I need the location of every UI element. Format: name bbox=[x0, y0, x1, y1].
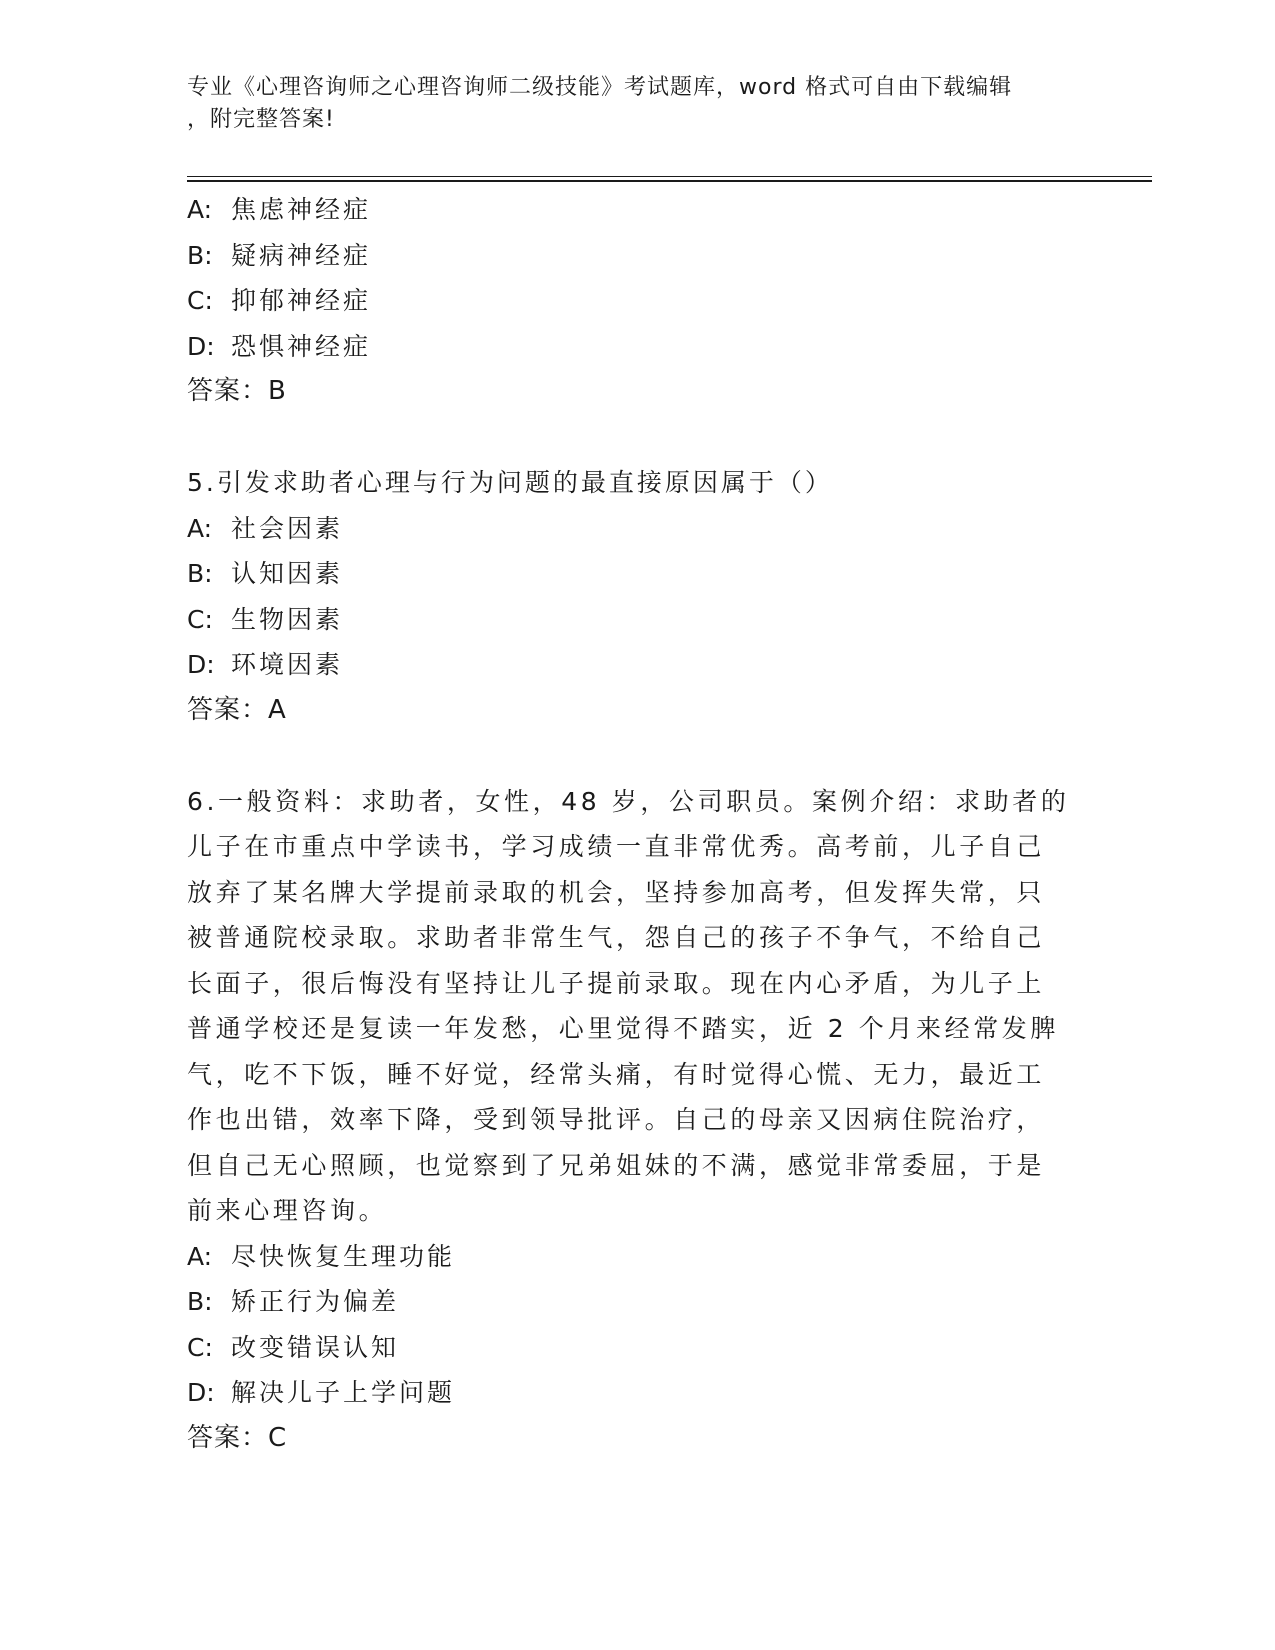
option-c bbox=[187, 597, 1067, 643]
option-b bbox=[187, 551, 1067, 597]
option-text: 认知因素 bbox=[231, 559, 344, 588]
option-key: C: bbox=[187, 1332, 213, 1362]
option-key: D: bbox=[187, 650, 215, 679]
answer-line: 答案：B bbox=[187, 376, 287, 406]
option-key: A: bbox=[187, 1241, 213, 1271]
option-key: D: bbox=[187, 1378, 215, 1407]
option-key: B: bbox=[187, 559, 213, 588]
spacer bbox=[187, 733, 1067, 779]
spacer bbox=[187, 415, 1067, 461]
option-c bbox=[187, 278, 1067, 324]
question-stem: 5.引发求助者心理与行为问题的最直接原因属于（） bbox=[187, 468, 833, 497]
question-list bbox=[187, 187, 1070, 1461]
answer-line: 答案：C bbox=[187, 1422, 288, 1453]
document-header bbox=[187, 72, 1067, 136]
stem-line: 放弃了某名牌大学提前录取的机会，坚持参加高考，但发挥失常，只 bbox=[187, 877, 1046, 907]
option-text: 焦虑神经症 bbox=[231, 195, 372, 224]
option-text: 环境因素 bbox=[231, 650, 344, 679]
option-key: B: bbox=[187, 1287, 213, 1316]
stem-line: 气，吃不下饭，睡不好觉，经常头痛，有时觉得心慌、无力，最近工 bbox=[187, 1059, 1046, 1089]
option-b bbox=[187, 233, 1067, 279]
header-line-2: ，附完整答案! bbox=[187, 107, 335, 132]
stem-line: 长面子，很后悔没有坚持让儿子提前录取。现在内心矛盾，为儿子上 bbox=[187, 968, 1046, 998]
stem-line: 儿子在市重点中学读书，学习成绩一直非常优秀。高考前，儿子自己 bbox=[187, 832, 1046, 861]
option-text: 解决儿子上学问题 bbox=[231, 1378, 456, 1407]
option-d bbox=[187, 642, 1067, 688]
option-a bbox=[187, 506, 1067, 552]
option-b bbox=[187, 1279, 1067, 1325]
answer-line: 答案：A bbox=[187, 694, 287, 725]
question-4 bbox=[187, 187, 1067, 415]
stem-line: 但自己无心照顾，也觉察到了兄弟姐妹的不满，感觉非常委屈，于是 bbox=[187, 1150, 1046, 1180]
question-5 bbox=[187, 460, 1067, 733]
header-line-1: 专业《心理咨询师之心理咨询师二级技能》考试题库，word 格式可自由下载编辑 bbox=[187, 75, 1013, 100]
option-text: 抑郁神经症 bbox=[231, 286, 372, 315]
option-text: 疑病神经症 bbox=[231, 240, 372, 270]
option-key: C: bbox=[187, 604, 213, 634]
stem-line: 前来心理咨询。 bbox=[187, 1196, 388, 1225]
question-6 bbox=[187, 779, 1070, 1462]
option-key: B: bbox=[187, 240, 213, 270]
option-a bbox=[187, 187, 1067, 233]
stem-line: 普通学校还是复读一年发愁，心里觉得不踏实，近 2 个月来经常发脾 bbox=[187, 1014, 1060, 1043]
header-divider-thick bbox=[187, 180, 1152, 182]
option-d bbox=[187, 324, 1067, 370]
option-text: 社会因素 bbox=[231, 513, 344, 543]
header-divider-thin bbox=[187, 176, 1152, 177]
option-text: 尽快恢复生理功能 bbox=[231, 1241, 456, 1271]
option-text: 改变错误认知 bbox=[231, 1332, 400, 1362]
option-text: 生物因素 bbox=[231, 604, 344, 634]
stem-line: 6.一般资料：求助者，女性，48 岁，公司职员。案例介绍：求助者的 bbox=[187, 786, 1070, 816]
option-d bbox=[187, 1370, 1067, 1416]
option-key: D: bbox=[187, 331, 215, 361]
option-text: 恐惧神经症 bbox=[231, 331, 372, 361]
option-key: C: bbox=[187, 286, 213, 315]
option-key: A: bbox=[187, 195, 213, 224]
option-text: 矫正行为偏差 bbox=[231, 1287, 400, 1316]
question-stem bbox=[187, 779, 1070, 1234]
stem-line: 作也出错，效率下降，受到领导批评。自己的母亲又因病住院治疗， bbox=[187, 1105, 1046, 1134]
option-key: A: bbox=[187, 513, 213, 543]
option-c bbox=[187, 1325, 1067, 1371]
option-a bbox=[187, 1234, 1067, 1280]
stem-line: 被普通院校录取。求助者非常生气，怨自己的孩子不争气，不给自己 bbox=[187, 923, 1046, 952]
